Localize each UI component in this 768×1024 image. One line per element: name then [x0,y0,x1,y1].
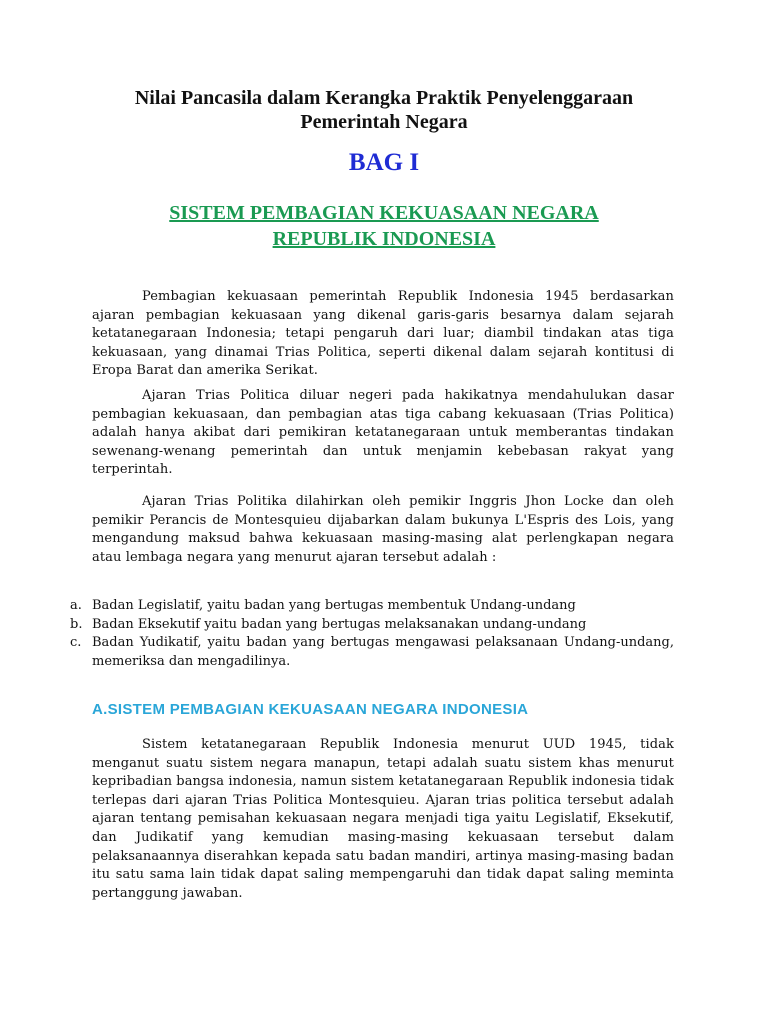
paragraph-3: Ajaran Trias Politika dilahirkan oleh pemikir Inggris Jhon Locke dan oleh pemikir Perancis de Montesquieu dijabarkan dalam bukunya L'Espris des Lois, yang mengandung maksud bahwa kekuasaan masing-masing alat perlengkapan negara atau lembaga negara yang menurut ajaran tersebut adalah : [92,494,674,565]
title-line-1: Nilai Pancasila dalam Kerangka Praktik Penyelenggaraan [134,87,634,109]
section-label: BAG I [348,149,420,176]
chapter-heading [0,200,768,252]
power-branches-list [70,597,674,671]
title-line-2: Pemerintah Negara [300,111,468,133]
list-item [70,634,674,671]
list-item [70,597,674,616]
document-title [0,86,768,134]
list-item-text: Badan Eksekutif yaitu badan yang bertugas melaksanakan undang-undang [92,616,587,632]
list-item [70,616,674,635]
list-item-text: Badan Yudikatif, yaitu badan yang bertugas mengawasi pelaksanaan Undang-undang, memeriksa dan mengadilinya. [92,635,674,669]
paragraph-4: Sistem ketatanegaraan Republik Indonesia menurut UUD 1945, tidak menganut suatu sistem negara manapun, tetapi adalah suatu sistem khas menurut kepribadian bangsa indonesia, namun sistem ketatanegaraan Republik indonesia tidak terlepas dari ajaran Trias Politica Montesquieu. Ajaran trias politica tersebut adalah ajaran tentang pemisahan kekuasaan negara menjadi tiga yaitu Legislatif, Eksekutif, dan Judikatif yang kemudian masing-masing kekuasaan tersebut dalam pelaksanaannya diserahkan kepada satu badan mandiri, artinya masing-masing badan itu satu sama lain tidak dapat saling mempengaruhi dan tidak dapat saling meminta pertanggung jawaban. [92,737,674,901]
section-subheading: A.SISTEM PEMBAGIAN KEKUASAAN NEGARA INDONESIA [92,701,529,718]
paragraph-1: Pembagian kekuasaan pemerintah Republik Indonesia 1945 berdasarkan ajaran pembagian kekuasaan yang dikenal garis-garis besarnya dalam sejarah ketatanegaraan Indonesia; tetapi pengaruh dari luar; diambil tindakan atas tiga kekuasaan, yang dinamai Trias Politica, seperti dikenal dalam sejarah kontitusi di Eropa Barat dan amerika Serikat. [92,289,674,379]
paragraph-2: Ajaran Trias Politica diluar negeri pada hakikatnya mendahulukan dasar pembagian kekuasaan, dan pembagian atas tiga cabang kekuasaan (Trias Politica) adalah hanya akibat dari pemikiran ketatanegaraan untuk memberantas tindakan sewenang-wenang pemerintah dan untuk menjamin kebebasan rakyat yang terperintah. [92,388,674,478]
heading-line-2: REPUBLIK INDONESIA [272,228,496,250]
list-marker: c. [70,635,82,651]
list-marker: a. [70,598,82,613]
list-item-text: Badan Legislatif, yaitu badan yang bertugas membentuk Undang-undang [92,598,576,613]
heading-line-1: SISTEM PEMBAGIAN KEKUASAAN NEGARA [169,202,599,224]
list-marker: b. [70,616,83,632]
